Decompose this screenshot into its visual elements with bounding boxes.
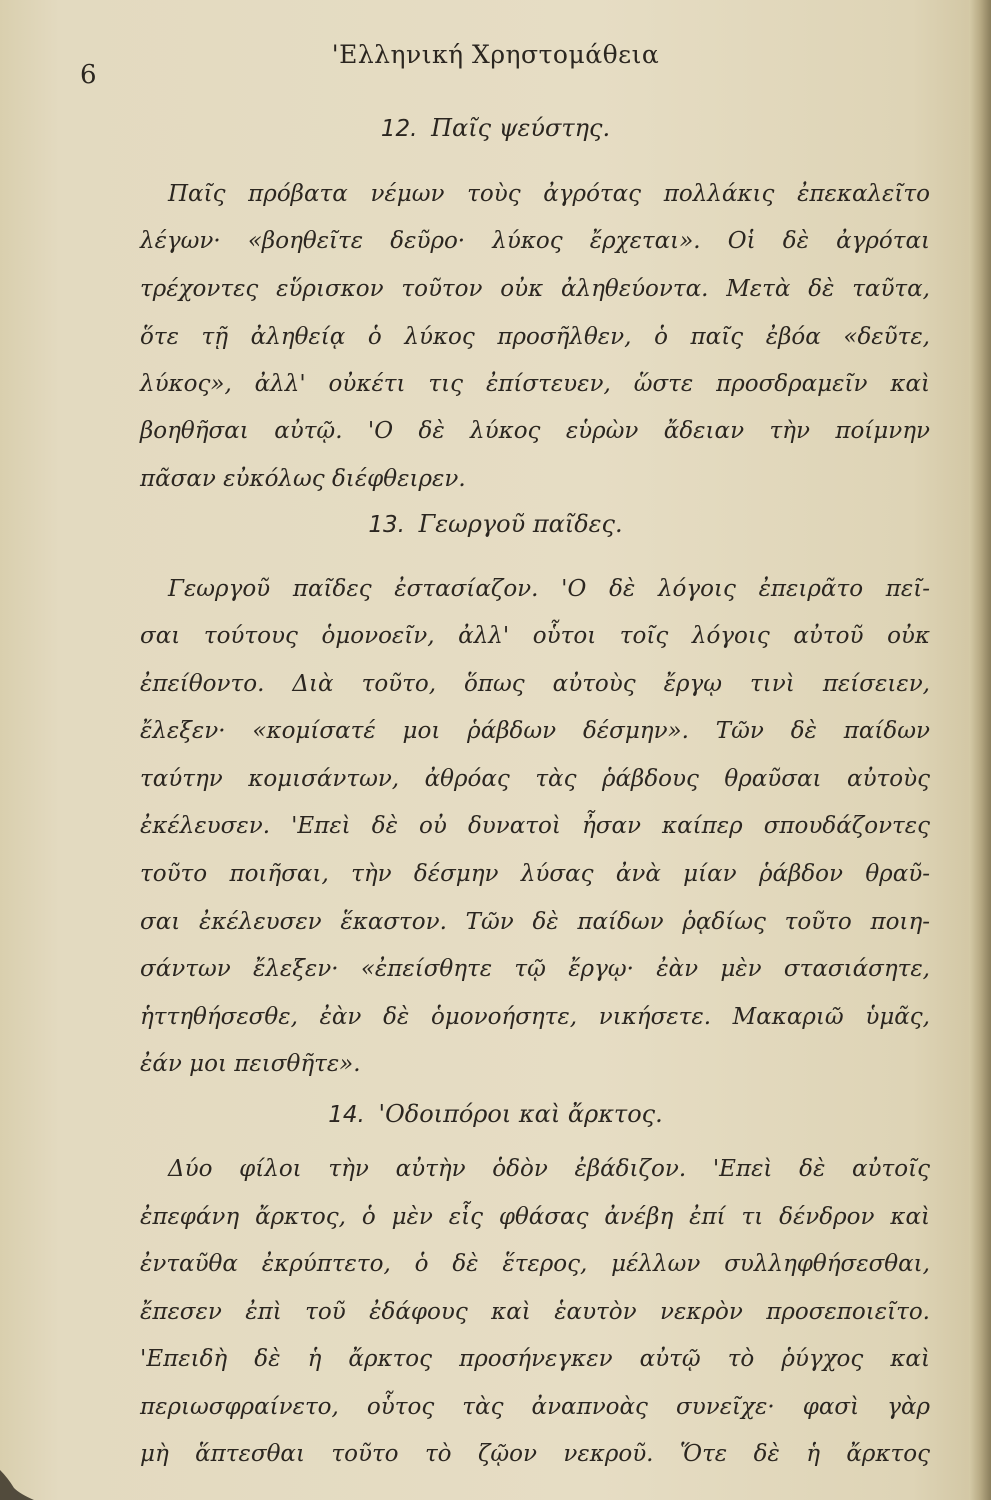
text-line: Γεωργοῦ παῖδες ἐστασίαζον. 'Ο δὲ λόγοις ἐπειρᾶτο πεῖ-: [168, 576, 930, 602]
corner-smudge-icon: [0, 1430, 40, 1500]
section-heading: Γεωργοῦ παῖδες.: [418, 510, 623, 538]
section-number: 14.: [328, 1102, 365, 1128]
page-edge-shadow: [969, 0, 991, 1500]
text-line: ἔλεξεν· «κομίσατέ μοι ῥάβδων δέσμην». Τῶν δὲ παίδων: [140, 718, 930, 744]
text-line: τρέχοντες εὕρισκον τοῦτον οὐκ ἀληθεύοντα. Μετὰ δὲ ταῦτα,: [140, 276, 930, 302]
text-line: βοηθῆσαι αὐτῷ. 'Ο δὲ λύκος εὑρὼν ἄδειαν τὴν ποίμνην: [140, 418, 930, 444]
section-number: 13.: [368, 512, 405, 538]
page-header: [0, 40, 991, 90]
text-line: Παῖς πρόβατα νέμων τοὺς ἀγρότας πολλάκις ἐπεκαλεῖτο: [168, 181, 930, 207]
section-heading: 'Οδοιπόροι καὶ ἄρκτος.: [378, 1100, 663, 1128]
text-line: Δύο φίλοι τὴν αὐτὴν ὁδὸν ἐβάδιζον. 'Επεὶ δὲ αὐτοῖς: [168, 1156, 930, 1182]
text-line: ὅτε τῇ ἀληθείᾳ ὁ λύκος προσῆλθεν, ὁ παῖς ἐβόα «δεῦτε,: [140, 324, 930, 350]
text-line: ἔπεσεν ἐπὶ τοῦ ἐδάφους καὶ ἑαυτὸν νεκρὸν προσεποιεῖτο.: [140, 1299, 930, 1325]
text-line: σάντων ἔλεξεν· «ἐπείσθητε τῷ ἔργῳ· ἐὰν μὲν στασιάσητε,: [140, 956, 930, 982]
text-line: ἐπείθοντο. Διὰ τοῦτο, ὅπως αὐτοὺς ἔργῳ τινὶ πείσειεν,: [140, 671, 930, 697]
text-line: περιωσφραίνετο, οὗτος τὰς ἀναπνοὰς συνεῖχε· φασὶ γὰρ: [140, 1394, 930, 1420]
running-title: 'Ελληνική Χρηστομάθεια: [331, 40, 660, 69]
text-line: σαι ἐκέλευσεν ἕκαστον. Τῶν δὲ παίδων ῥᾳδίως τοῦτο ποιη-: [140, 909, 930, 935]
text-line: 'Επειδὴ δὲ ἡ ἄρκτος προσήνεγκεν αὐτῷ τὸ ῥύγχος καὶ: [140, 1346, 930, 1372]
text-line: μὴ ἅπτεσθαι τοῦτο τὸ ζῷον νεκροῦ. Ὅτε δὲ ἡ ἄρκτος: [140, 1441, 930, 1467]
text-line: ταύτην κομισάντων, ἀθρόας τὰς ῥάβδους θραῦσαι αὐτοὺς: [140, 766, 930, 792]
section-14-title: [0, 1100, 991, 1128]
text-line: ἡττηθήσεσθε, ἐὰν δὲ ὁμονοήσητε, νικήσετε. Μακαριῶ ὑμᾶς,: [140, 1004, 930, 1030]
text-line: ἐάν μοι πεισθῆτε».: [140, 1051, 361, 1077]
page-number: 6: [80, 60, 97, 90]
section-heading: Παῖς ψεύστης.: [431, 114, 611, 142]
text-line: πᾶσαν εὐκόλως διέφθειρεν.: [140, 466, 466, 492]
text-line: ἐκέλευσεν. 'Επεὶ δὲ οὐ δυνατοὶ ἦσαν καίπερ σπουδάζοντες: [140, 813, 930, 839]
text-line: σαι τούτους ὁμονοεῖν, ἀλλ' οὗτοι τοῖς λόγοις αὐτοῦ οὐκ: [140, 623, 930, 649]
text-line: λύκος», ἀλλ' οὐκέτι τις ἐπίστευεν, ὥστε προσδραμεῖν καὶ: [140, 371, 930, 397]
section-number: 12.: [380, 116, 418, 142]
section-13-title: [0, 510, 991, 538]
section-12-title: [0, 114, 991, 142]
text-line: ἐνταῦθα ἐκρύπτετο, ὁ δὲ ἕτερος, μέλλων συλληφθήσεσθαι,: [140, 1251, 930, 1277]
text-line: ἐπεφάνη ἄρκτος, ὁ μὲν εἷς φθάσας ἀνέβη ἐπί τι δένδρον καὶ: [140, 1204, 930, 1230]
text-line: λέγων· «βοηθεῖτε δεῦρο· λύκος ἔρχεται». Οἱ δὲ ἀγρόται: [140, 228, 930, 254]
text-line: τοῦτο ποιῆσαι, τὴν δέσμην λύσας ἀνὰ μίαν ῥάβδον θραῦ-: [140, 861, 930, 887]
